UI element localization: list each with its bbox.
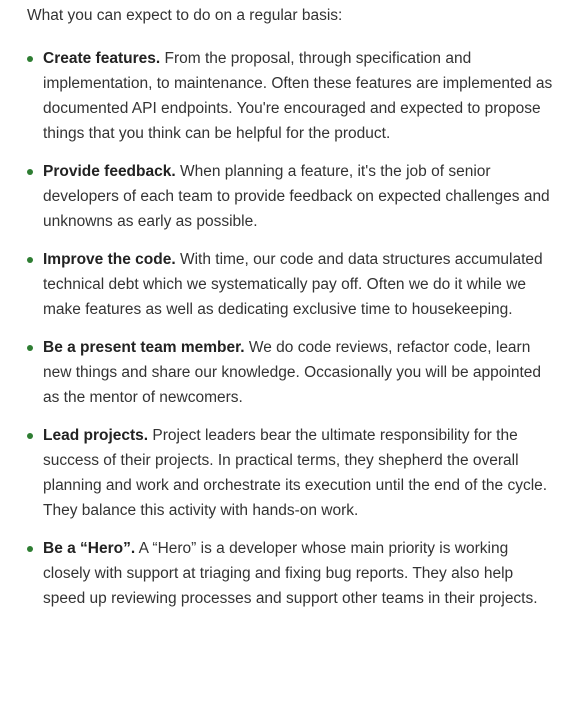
bullet-dot-icon <box>27 56 33 62</box>
bullet-dot-icon <box>27 345 33 351</box>
item-text: We do code reviews, refactor code, learn new things and share our knowledge. Occasionally you will be appointed as the mentor of newcomers. <box>43 339 542 406</box>
list-item <box>27 536 557 611</box>
list-item <box>27 46 557 146</box>
item-text: From the proposal, through specification and implementation, to maintenance. Often these features are implemented as documented API endpoints. You're encouraged and expected to propose things that you think can be helpful for the product. <box>43 50 553 142</box>
item-title: Improve the code. <box>43 251 176 268</box>
intro-text: What you can expect to do on a regular basis: <box>27 7 343 24</box>
responsibilities-list <box>27 46 557 611</box>
item-title: Create features. <box>43 50 161 67</box>
list-item <box>27 335 557 410</box>
item-text: With time, our code and data structures accumulated technical debt which we systematically pay off. Often we do it while we make features as well as dedicating exclusive time to housekeeping. <box>43 251 543 318</box>
bullet-dot-icon <box>27 546 33 552</box>
bullet-dot-icon <box>27 433 33 439</box>
item-text: Project leaders bear the ultimate responsibility for the success of their projects. In practical terms, they shepherd the overall planning and work and orchestrate its execution until the end of the cycle. They balance this activity with hands-on work. <box>43 427 548 519</box>
list-item <box>27 423 557 523</box>
bullet-dot-icon <box>27 169 33 175</box>
item-text: When planning a feature, it's the job of senior developers of each team to provide feedback on expected challenges and unknowns as early as possible. <box>43 163 550 230</box>
item-title: Be a present team member. <box>43 339 245 356</box>
item-title: Lead projects. <box>43 427 149 444</box>
item-title: Provide feedback. <box>43 163 176 180</box>
list-item <box>27 159 557 234</box>
item-text: A “Hero” is a developer whose main priority is working closely with support at triaging and fixing bug reports. They also help speed up reviewing processes and support other teams in their projects. <box>43 540 538 607</box>
item-title: Be a “Hero”. <box>43 540 136 557</box>
list-item <box>27 247 557 322</box>
bullet-dot-icon <box>27 257 33 263</box>
